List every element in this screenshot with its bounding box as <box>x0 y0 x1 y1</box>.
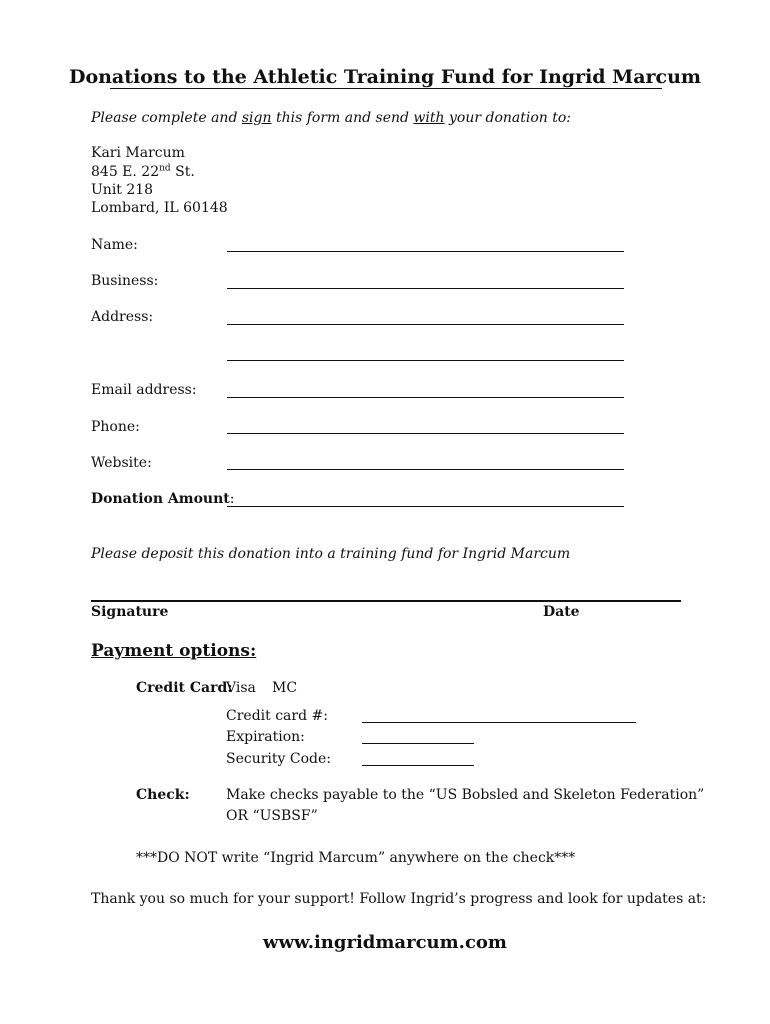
business-field[interactable] <box>227 288 624 289</box>
phone-field[interactable] <box>227 433 624 434</box>
expiration-field[interactable] <box>362 743 474 744</box>
check-warning: ***DO NOT write “Ingrid Marcum” anywhere on the check*** <box>136 850 576 866</box>
page-title: Donations to the Athletic Training Fund for Ingrid Marcum <box>68 66 702 88</box>
check-label: Check: <box>136 787 190 803</box>
security-code-label: Security Code: <box>226 751 331 767</box>
address-street-num: 845 E. 22 <box>91 164 160 180</box>
address-name: Kari Marcum <box>91 145 185 161</box>
email-field[interactable] <box>227 397 624 398</box>
credit-card-number-field[interactable] <box>362 722 636 723</box>
address-label: Address: <box>91 309 154 325</box>
thank-you-text: Thank you so much for your support! Follow Ingrid’s progress and look for updates at: <box>91 891 707 907</box>
instructions-part1: Please complete and <box>91 110 242 126</box>
instructions <box>91 110 571 126</box>
donation-amount-text: Donation Amount <box>91 491 230 507</box>
website-field[interactable] <box>227 469 624 470</box>
credit-card-label: Credit Card: <box>136 680 233 696</box>
signature-line[interactable] <box>91 600 681 602</box>
instructions-part2: this form and send <box>271 110 414 126</box>
title-underline <box>110 88 662 89</box>
signature-label: Signature <box>91 604 169 620</box>
instructions-with: with <box>413 110 445 126</box>
deposit-note: Please deposit this donation into a training fund for Ingrid Marcum <box>91 546 571 562</box>
payment-options-heading: Payment options: <box>91 641 257 661</box>
check-payable-line1: Make checks payable to the “US Bobsled and Skeleton Federation” <box>226 787 705 803</box>
address-street-rest: St. <box>170 164 195 180</box>
address-city: Lombard, IL 60148 <box>91 200 228 216</box>
instructions-sign: sign <box>241 110 272 126</box>
visa-option[interactable]: Visa <box>226 680 256 696</box>
address-street-sup: nd <box>159 163 171 174</box>
address-unit: Unit 218 <box>91 182 154 198</box>
name-label: Name: <box>91 237 138 253</box>
mc-option[interactable]: MC <box>272 680 298 696</box>
security-code-field[interactable] <box>362 765 474 766</box>
credit-card-number-label: Credit card #: <box>226 708 328 724</box>
website-label: Website: <box>91 455 152 471</box>
donation-amount-label <box>91 491 234 507</box>
check-payable-line2: OR “USBSF” <box>226 808 318 824</box>
instructions-part3: your donation to: <box>444 110 572 126</box>
address-field-line2[interactable] <box>227 360 624 361</box>
phone-label: Phone: <box>91 419 140 435</box>
donation-amount-colon: : <box>229 491 235 507</box>
address-field-line1[interactable] <box>227 324 624 325</box>
expiration-label: Expiration: <box>226 729 305 745</box>
name-field[interactable] <box>227 251 624 252</box>
business-label: Business: <box>91 273 159 289</box>
website-url[interactable]: www.ingridmarcum.com <box>263 932 507 953</box>
donation-amount-field[interactable] <box>227 506 624 507</box>
address-street <box>91 164 195 180</box>
date-label: Date <box>543 604 580 620</box>
email-label: Email address: <box>91 382 197 398</box>
